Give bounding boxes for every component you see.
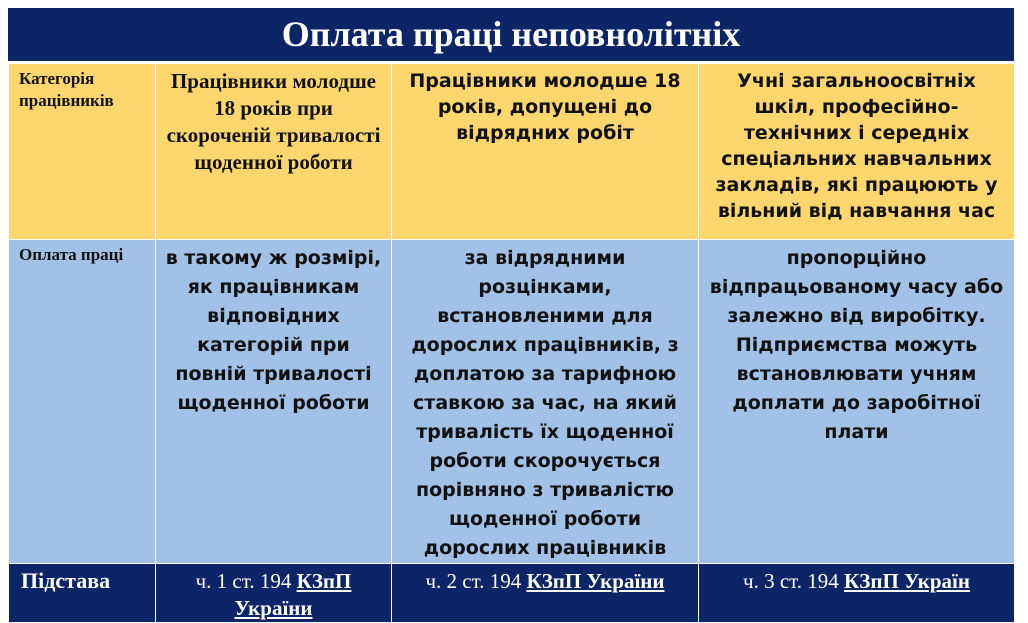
payment-text-2: за відрядними розцінками, встановленими для дорослих працівників, з доплатою за тарифною ставкою за час, на який тривалість їх щоденної роботи скорочується порівняно з тривалістю щоденної роботи дорослих працівників: [411, 247, 679, 559]
category-cell-3: [699, 64, 1015, 240]
basis-label-cell: [9, 564, 156, 623]
category-text-1: Працівники молодше 18 років при скороченій тривалості щоденної роботи: [166, 69, 381, 174]
basis-label: Підстава: [21, 568, 111, 593]
payment-cell-2: [392, 240, 699, 564]
payment-label: Оплата праці: [19, 245, 124, 264]
basis-cell-1: [156, 564, 392, 623]
basis-cell-3: [699, 564, 1015, 623]
slide: [8, 8, 1014, 620]
payment-text-3: пропорційно відпрацьованому часу або залежно від виробітку. Підприємства можуть встановлювати учням доплати до заробітної плати: [709, 247, 1004, 443]
payment-row: [9, 240, 1015, 564]
basis-article-3: ч. 3 ст. 194: [743, 569, 845, 593]
law-link-2[interactable]: КЗпП України: [526, 569, 665, 593]
slide-title: Оплата праці неповнолітніх: [8, 8, 1014, 61]
basis-article-1: ч. 1 ст. 194: [195, 569, 297, 593]
basis-row: [9, 564, 1015, 623]
category-cell-2: [392, 64, 699, 240]
category-text-3: Учні загальноосвітніх шкіл, професійно-технічних і середніх спеціальних навчальних закладів, які працюють у вільний від навчання час: [715, 70, 998, 222]
wage-table: [8, 63, 1015, 623]
payment-cell-1: [156, 240, 392, 564]
basis-article-2: ч. 2 ст. 194: [425, 569, 527, 593]
category-label-cell: [9, 64, 156, 240]
category-row: [9, 64, 1015, 240]
category-text-2: Працівники молодше 18 років, допущені до відрядних робіт: [409, 70, 681, 144]
basis-text-1: [156, 564, 391, 622]
basis-text-3: [699, 564, 1014, 595]
law-link-1[interactable]: КЗпП України: [234, 569, 352, 620]
payment-label-cell: [9, 240, 156, 564]
basis-text-2: [392, 564, 698, 595]
payment-text-1: в такому ж розмірі, як працівникам відповідних категорій при повній тривалості щоденної роботи: [165, 247, 382, 414]
basis-cell-2: [392, 564, 699, 623]
payment-cell-3: [699, 240, 1015, 564]
category-label: Категорія працівників: [19, 69, 114, 110]
law-link-3[interactable]: КЗпП Україн: [844, 569, 970, 593]
category-cell-1: [156, 64, 392, 240]
